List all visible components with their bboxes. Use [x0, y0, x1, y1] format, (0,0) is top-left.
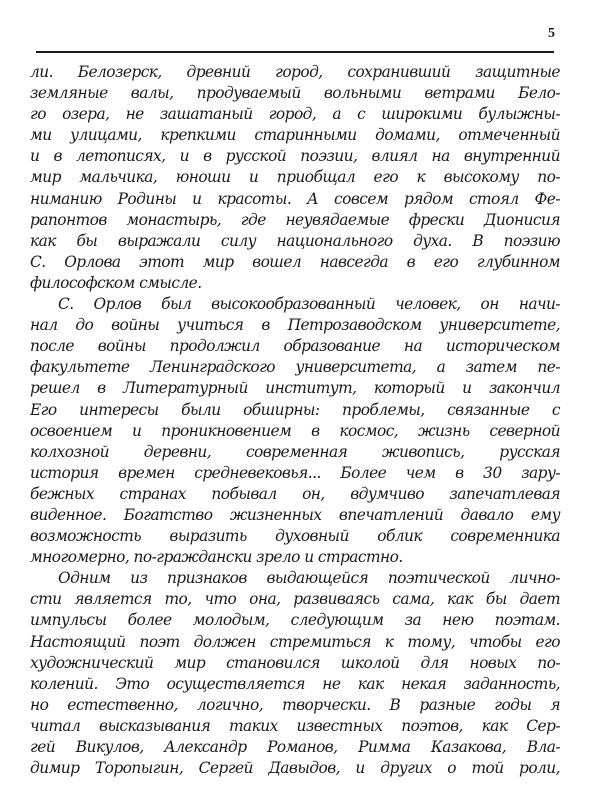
text-line: колений. Это осуществляется не как некая заданность,: [30, 674, 560, 693]
text-line: Его интересы были обширны: проблемы, связанные с: [30, 400, 560, 419]
text-line: философском смысле.: [30, 273, 202, 292]
text-line: колхозной деревни, современная живопись, русская: [30, 442, 560, 461]
text-line: С. Орлова этот мир вошел навсегда в его глубинном: [30, 252, 560, 271]
text-line: виденное. Богатство жизненных впечатлений давало ему: [30, 505, 560, 524]
text-line: многомерно, по-граждански зрело и страстно.: [30, 548, 403, 567]
text-line: Настоящий поэт должен стремиться к тому, чтобы его: [30, 632, 560, 651]
header-rule: [36, 51, 554, 53]
text-line: С. Орлов был высокообразованный человек, он начи-: [58, 295, 560, 314]
text-line: решел в Литературный институт, который и закончил: [30, 379, 560, 398]
text-line: освоением и проникновением в космос, жизнь северной: [30, 421, 560, 440]
text-line: после войны продолжил образование на историческом: [30, 337, 560, 356]
text-line: гей Викулов, Александр Романов, Римма Казакова, Вла-: [30, 738, 560, 756]
text-line: ниманию Родины и красоты. А совсем рядом стоял Фе-: [30, 189, 560, 208]
text-line: и в летописях, и в русской поэзии, влиял на внутренний: [30, 147, 560, 166]
text-line: земляные валы, продуваемый вольными ветрами Бело-: [30, 84, 560, 103]
text-line: го озера, не зашатаный город, а с широкими булыжны-: [30, 105, 560, 124]
text-line: художнический мир становился школой для новых по-: [30, 653, 560, 672]
text-line: но естественно, логично, творчески. В разные годы я: [30, 695, 560, 714]
text-line: ми улицами, крепкими старинными домами, отмеченный: [30, 126, 560, 145]
text-line: сти является то, что она, развиваясь сама, как бы дает: [30, 590, 560, 609]
body-text: [30, 62, 560, 779]
page-number: 5: [548, 26, 555, 41]
text-line: как бы выражали силу национального духа. В поэзию: [30, 231, 560, 250]
text-line: бежных странах побывал он, вдумчиво запечатлевая: [30, 484, 560, 503]
text-line: рапонтов монастырь, где неувядаемые фрески Дионисия: [30, 210, 560, 229]
text-line: мир мальчика, юноши и приобщал его к высокому по-: [30, 168, 560, 187]
text-line: импульсы более молодым, следующим за нею поэтам.: [30, 611, 560, 630]
text-line: ли. Белозерск, древний город, сохранивший защитные: [30, 63, 560, 81]
text-line: читал высказывания таких известных поэтов, как Сер-: [30, 716, 560, 735]
text-line: димир Торопыгин, Сергей Давыдов, и других о той роли,: [30, 759, 560, 778]
text-line: история времен средневековья... Более чем в 30 зару-: [30, 463, 560, 482]
text-line: Одним из признаков выдающейся поэтической лично-: [58, 569, 560, 588]
text-line: нал до войны учиться в Петрозаводском университете,: [30, 316, 560, 335]
text-line: факультете Ленинградского университета, а затем пе-: [30, 358, 560, 377]
text-line: возможность выразить духовный облик современника: [30, 527, 560, 546]
